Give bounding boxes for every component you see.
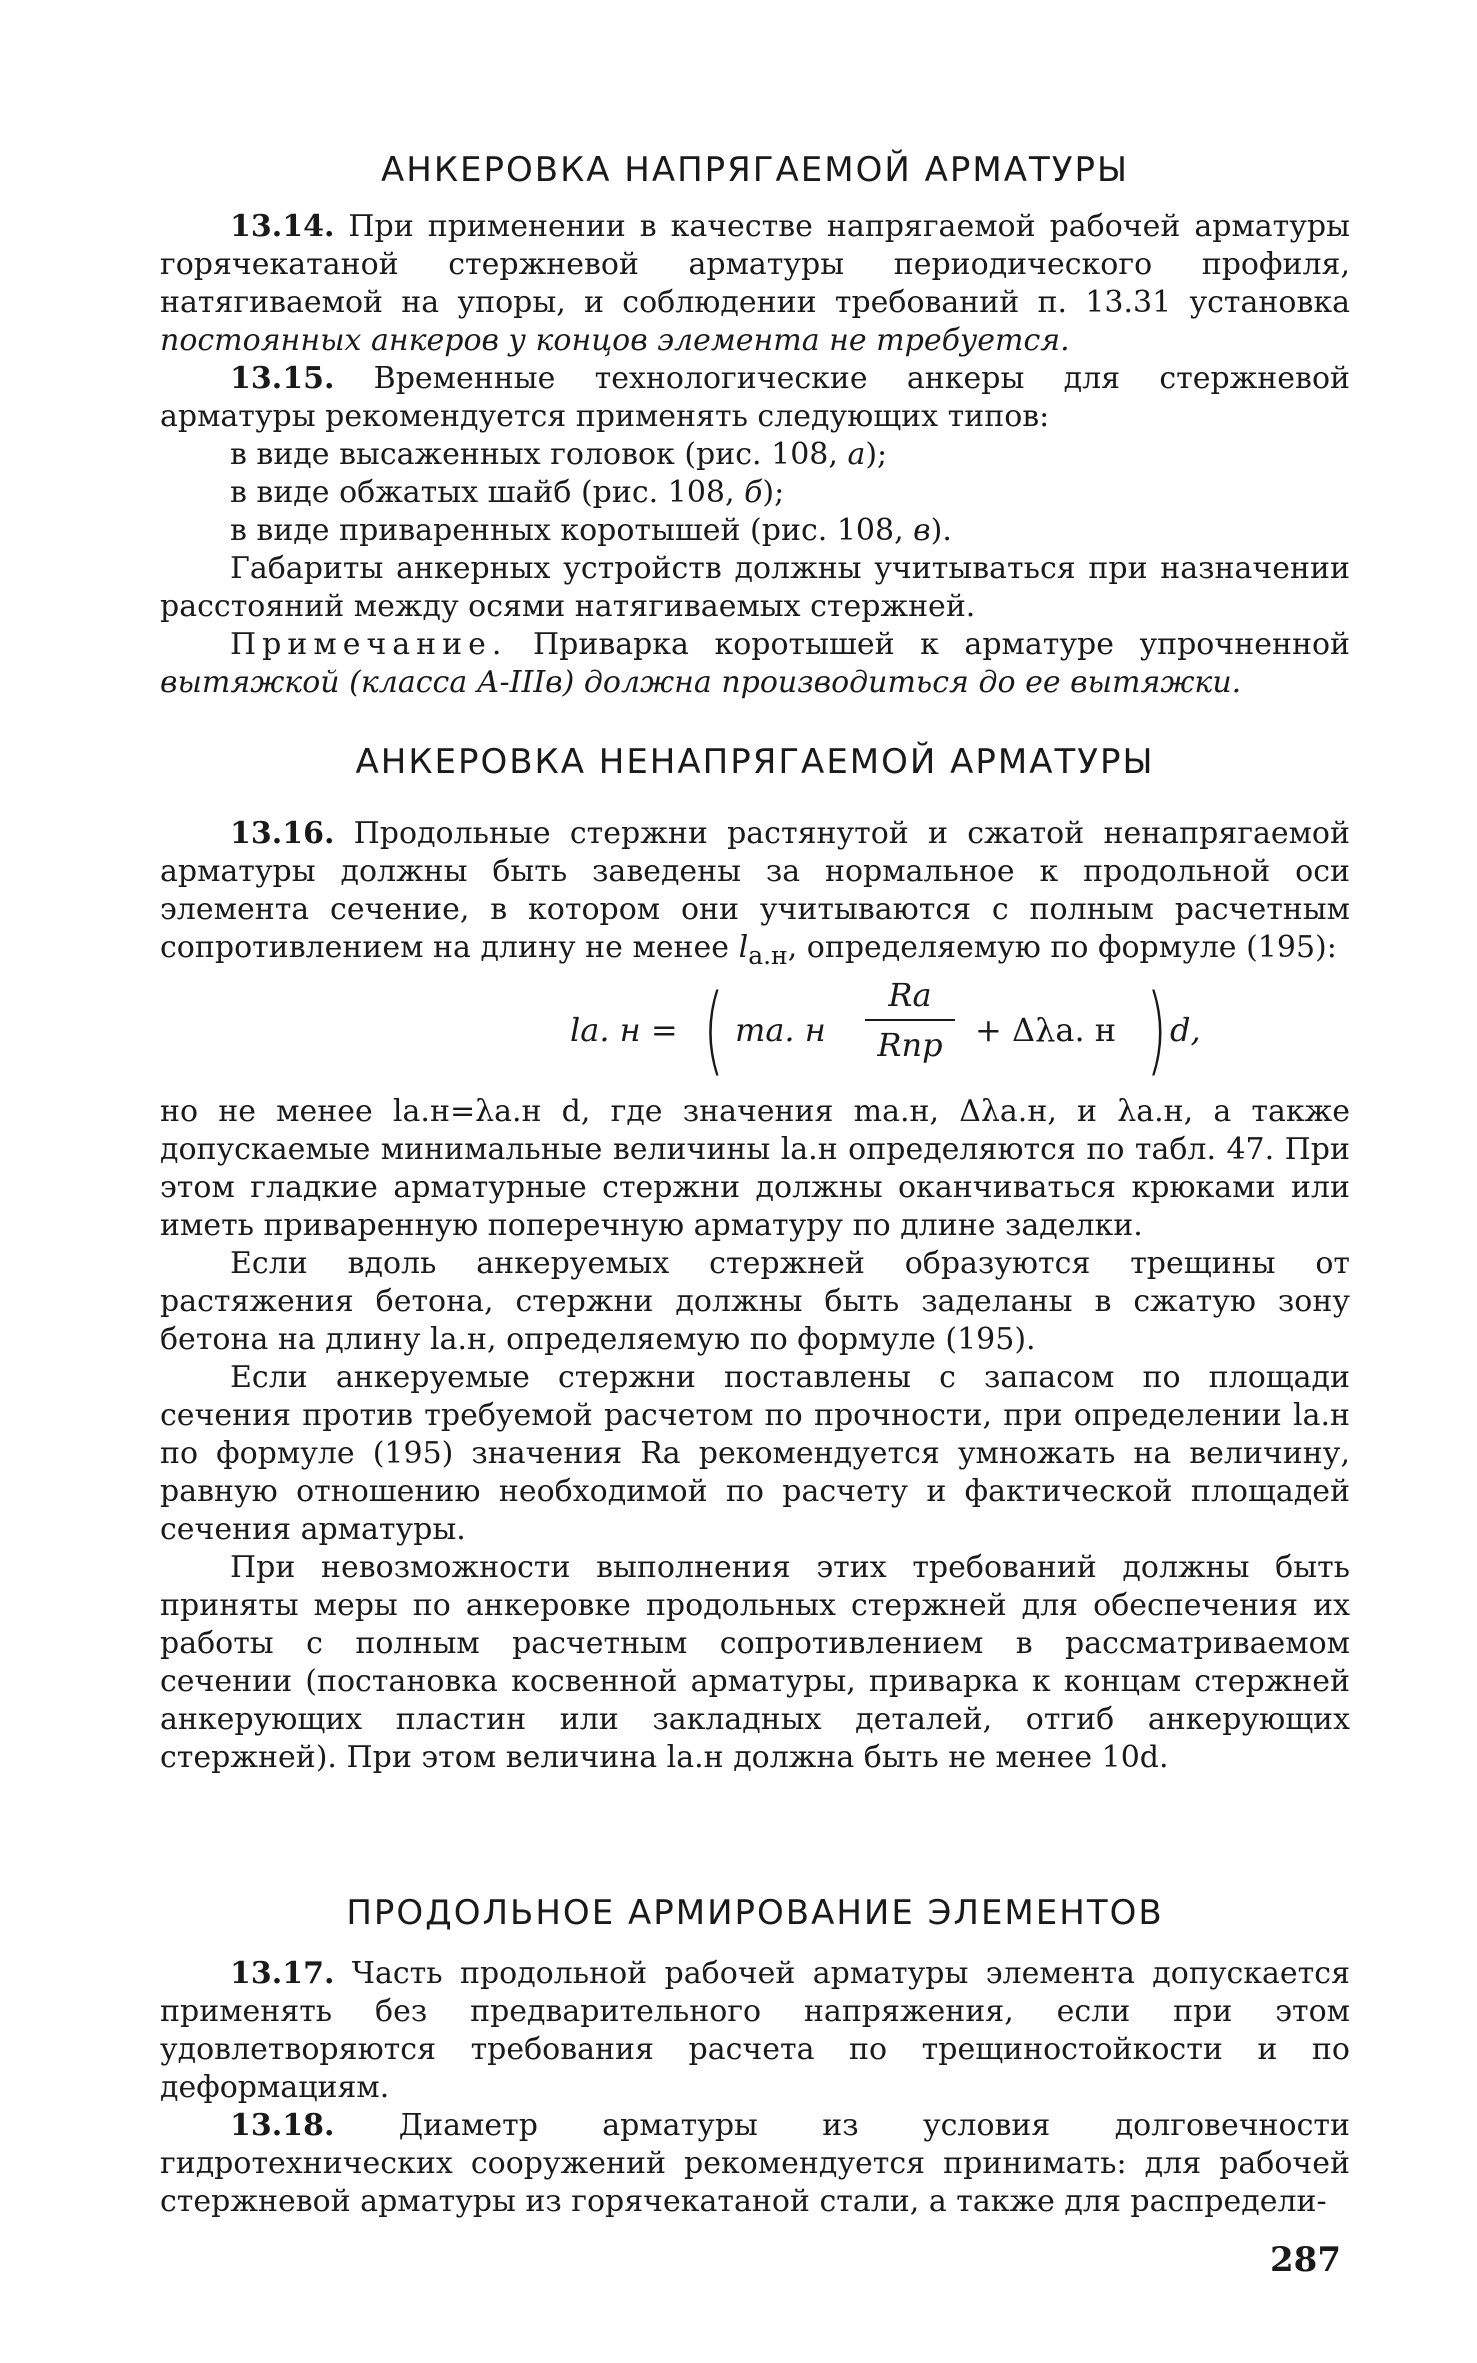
formula-lhs: lа. н = <box>570 1011 678 1049</box>
note-text: Приварка коротышей к арматуре упрочненной <box>507 627 1350 662</box>
paragraph-cracks: Если вдоль анкеруемых стержней образуются трещины от растяжения бетона, стержни должны быть заделаны в сжатую зону бетона на длину lа.н, определяемую по формуле (195). <box>160 1246 1350 1357</box>
paragraph-gabarity: Габариты анкерных устройств должны учитываться при назначении расстояний между осями натягиваемых стержней. <box>160 551 1350 624</box>
paragraph-13-17 <box>160 1955 1350 2107</box>
list-item-text: в виде высаженных головок (рис. 108, <box>230 437 848 472</box>
paragraph-13-15 <box>160 360 1350 436</box>
paragraph-text-end: , определяемую по формуле (195): <box>787 930 1337 965</box>
paragraph-13-16 <box>160 815 1350 975</box>
symbol-l: l <box>738 930 749 965</box>
paragraph-text: При применении в качестве напрягаемой рабочей арматуры горячекатаной стержневой арматуры периодического профиля, натягиваемой на упоры, и соблюдении требований п. 13.31 установка <box>160 209 1350 320</box>
section-3-body <box>160 1955 1350 2221</box>
fraction-bar <box>865 1019 955 1021</box>
fraction-denominator: Rпр <box>877 1026 943 1064</box>
list-item-ref: в <box>913 513 931 548</box>
list-item-ref: б <box>744 475 763 510</box>
section-heading: АНКЕРОВКА НАПРЯГАЕМОЙ АРМАТУРЫ <box>381 150 1129 190</box>
paragraph-surplus: Если анкеруемые стержни поставлены с запасом по площади сечения против требуемой расчетом по прочности, при определении lа.н по формуле (195) значения Rа рекомендуется умножать на величину, равную отношению необходимой по расчету и фактической площадей сечения арматуры. <box>160 1360 1350 1547</box>
section-heading: ПРОДОЛЬНОЕ АРМИРОВАНИЕ ЭЛЕМЕНТОВ <box>346 1893 1164 1933</box>
paragraph-text: Диаметр арматуры из условия долговечности гидротехнических сооружений рекомендуется принимать: для рабочей стержневой арматуры из горячекатаной стали, а также для распредели- <box>160 2108 1350 2219</box>
paren-left-icon: ( <box>703 974 725 1086</box>
formula-delta: + Δλа. н <box>975 1011 1117 1049</box>
paren-right-icon: ) <box>1146 974 1168 1086</box>
clause-number: 13.17. <box>230 1956 335 1991</box>
paragraph-13-14 <box>160 208 1350 360</box>
section-3 <box>160 1893 1350 1933</box>
paragraph-text: Часть продольной рабочей арматуры элемента допускается применять без предварительного напряжения, если при этом удовлетворяются требования расчета по трещиностойкости и по деформациям. <box>160 1956 1350 2105</box>
formula-195 <box>160 975 1350 1093</box>
formula-fraction <box>865 975 955 1065</box>
list-item-text: в виде приваренных коротышей (рис. 108, <box>230 513 914 548</box>
note-label: Примечание. <box>230 627 508 662</box>
paragraph-text: Продольные стержни растянутой и сжатой ненапрягаемой арматуры должны быть заведены за нормальное к продольной оси элемента сечение, в котором они учитываются с полным расчетным сопротивлением на длину не менее <box>160 816 1350 965</box>
list-item <box>230 512 1350 550</box>
list-item-end: ); <box>762 475 785 510</box>
clause-number: 13.18. <box>230 2108 335 2143</box>
section-1 <box>160 150 1350 190</box>
paragraph-text: Временные технологические анкеры для стержневой арматуры рекомендуется применять следующих типов: <box>160 361 1350 434</box>
formula-tail: d, <box>1170 1011 1201 1049</box>
clause-number: 13.14. <box>230 209 335 244</box>
paragraph-min-values: но не менее lа.н=λа.н d, где значения mа.н, Δλа.н, и λа.н, а также допускаемые минимальные величины lа.н определяются по табл. 47. При этом гладкие арматурные стержни должны оканчиваться крюками или иметь приваренную поперечную арматуру по длине заделки. <box>160 1094 1350 1243</box>
section-heading: АНКЕРОВКА НЕНАПРЯГАЕМОЙ АРМАТУРЫ <box>355 742 1155 782</box>
list-item-ref: а <box>847 437 866 472</box>
clause-number: 13.16. <box>230 816 335 851</box>
fraction-numerator: Rа <box>888 976 932 1014</box>
paragraph-impossibility: При невозможности выполнения этих требований должны быть приняты меры по анкеровке продольных стержней для обеспечения их работы с полным расчетным сопротивлением в рассматриваемом сечении (постановка косвенной арматуры, приварка к концам стержней анкерующих пластин или закладных деталей, отгиб анкерующих стержней). При этом величина lа.н должна быть не менее 10d. <box>160 1550 1350 1775</box>
section-2-body <box>160 815 1350 1777</box>
list-item <box>230 436 1350 474</box>
clause-number: 13.15. <box>230 361 335 396</box>
list-item-end: ); <box>865 437 888 472</box>
paragraph-13-18 <box>160 2107 1350 2221</box>
list-item-end: ). <box>930 513 952 548</box>
section-1-body <box>160 208 1350 702</box>
page-number: 287 <box>1270 2240 1341 2280</box>
symbol-subscript: а.н <box>748 941 788 970</box>
section-2 <box>160 742 1350 782</box>
note-text-italic: вытяжкой (класса А-IIIв) должна производиться до ее вытяжки. <box>160 665 1242 700</box>
list-item <box>230 474 1350 512</box>
note <box>160 626 1350 702</box>
list-item-text: в виде обжатых шайб (рис. 108, <box>230 475 745 510</box>
formula-m: mа. н <box>735 1011 826 1049</box>
paragraph-text-italic: постоянных анкеров у концов элемента не требуется. <box>160 323 1070 358</box>
